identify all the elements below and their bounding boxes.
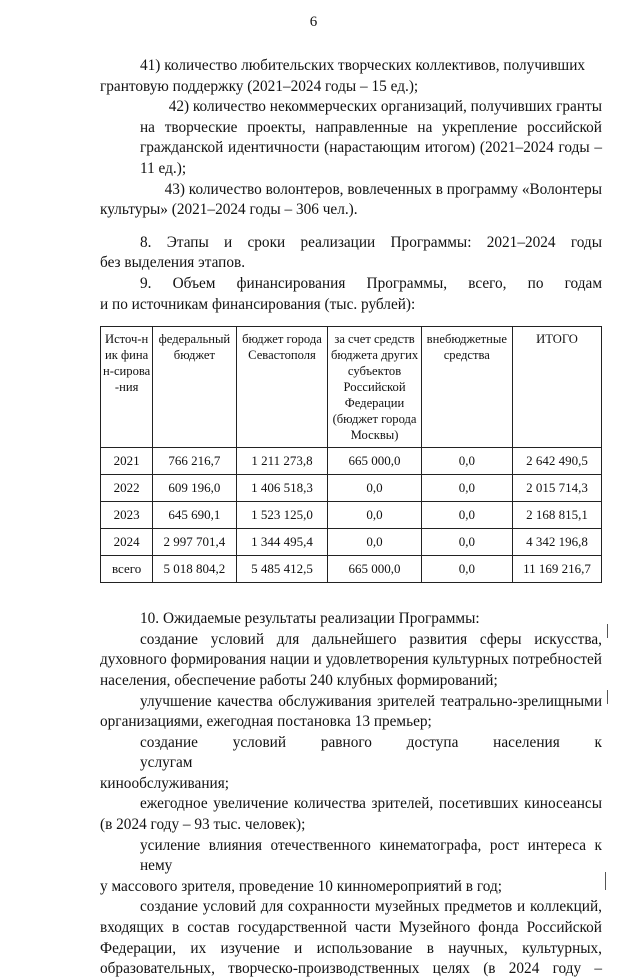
indicator-list (100, 56, 602, 221)
header-source: Источ-ник финан-сирова-ния (101, 327, 153, 448)
indicator-42-line-1: 42) количество некоммерческих организаций, получивших гранты (168, 98, 602, 116)
table-cell: 0,0 (421, 556, 512, 583)
section-10 (100, 609, 602, 980)
indicator-42 (100, 97, 602, 179)
table-header-row (101, 327, 602, 448)
table-cell: 2024 (101, 529, 153, 556)
indicator-43-line-1: 43) количество волонтеров, вовлеченных в программу «Волонтеры (164, 180, 602, 198)
section-8-line-2: без выделения этапов. (100, 254, 246, 272)
section-8 (100, 233, 602, 274)
header-other-subjects-budget: за счет средств бюджета других субъектов Российской Федерации (бюджет города Москвы) (328, 327, 421, 448)
table-cell: 1 344 495,4 (236, 529, 328, 556)
table-row (101, 448, 602, 475)
table-cell: 2 997 701,4 (153, 529, 236, 556)
section-9 (100, 274, 602, 315)
result-4-line-2: (в 2024 году – 93 тыс. человек); (100, 816, 306, 834)
result-5-line-1: усиление влияния отечественного кинематографа, рост интереса к нему (140, 836, 602, 875)
table-cell: 1 211 273,8 (236, 448, 328, 475)
table-cell: 2023 (101, 502, 153, 529)
table-cell: 0,0 (421, 448, 512, 475)
indicator-43-line-2: культуры» (2021–2024 годы – 306 чел.). (100, 201, 358, 219)
table-row-total (101, 556, 602, 583)
header-total: ИТОГО (513, 327, 602, 448)
result-5-line-2: у массового зрителя, проведение 10 кинномероприятий в год; (100, 877, 502, 895)
result-2-line-1: улучшение качества обслуживания зрителей театрально-зрелищными (140, 692, 602, 710)
result-paragraph (100, 692, 602, 733)
result-3-line-1: создание условий равного доступа населения к услугам (140, 733, 602, 772)
table-cell: 0,0 (328, 475, 421, 502)
table-cell: 665 000,0 (328, 448, 421, 475)
table-cell: 2 015 714,3 (513, 475, 602, 502)
table-cell: 0,0 (421, 529, 512, 556)
result-6-line-1: создание условий для сохранности музейных предметов и коллекций, (140, 898, 602, 916)
table-cell: 0,0 (328, 502, 421, 529)
result-6-line-2: входящих в состав государственной части Музейного фонда Российской (100, 919, 602, 937)
page-number: 6 (309, 14, 318, 30)
table-cell: 2021 (101, 448, 153, 475)
result-3-line-2: кинообслуживания; (100, 774, 229, 792)
indicator-42-line-4: 11 ед.); (140, 159, 187, 177)
indicator-42-line-3: гражданской идентичности (нарастающим итогом) (2021–2024 годы – (140, 139, 602, 157)
table-cell: 11 169 216,7 (513, 556, 602, 583)
table-cell: 2 168 815,1 (513, 502, 602, 529)
section-8-line-1: 8. Этапы и сроки реализации Программы: 2021–2024 годы (140, 233, 602, 251)
table-cell: 1 523 125,0 (236, 502, 328, 529)
table-cell: 665 000,0 (328, 556, 421, 583)
header-federal-budget: федеральный бюджет (153, 327, 236, 448)
result-paragraph (100, 630, 602, 692)
table-cell: 1 406 518,3 (236, 475, 328, 502)
financing-table (100, 326, 602, 583)
result-1-line-1: создание условий для дальнейшего развития сферы искусства, (140, 630, 602, 648)
indicator-41-line-2: грантовую поддержку (2021–2024 годы – 15 ед.); (100, 77, 419, 95)
indicator-41-line-1: 41) количество любительских творческих коллективов, получивших (140, 57, 586, 74)
result-1-line-3: населения, обеспечение работы 240 клубных формирований; (100, 671, 498, 689)
section-10-heading: 10. Ожидаемые результаты реализации Программы: (140, 610, 480, 628)
result-paragraph (100, 836, 602, 898)
header-extrabudgetary: внебюджетные средства (421, 327, 512, 448)
result-1-line-2: духовного формирования нации и удовлетворения культурных потребностей (100, 651, 602, 669)
result-paragraph (100, 733, 602, 795)
result-4-line-1: ежегодное увеличение количества зрителей, посетивших киносеансы (140, 795, 602, 813)
table-cell: 4 342 196,8 (513, 529, 602, 556)
indicator-42-line-2: на творческие проекты, направленные на укрепление российской (140, 118, 602, 136)
table-cell: 2 642 490,5 (513, 448, 602, 475)
document-body (100, 56, 602, 980)
indicator-43 (100, 180, 602, 221)
table-cell: 5 485 412,5 (236, 556, 328, 583)
result-paragraph (100, 897, 602, 979)
margin-mark (607, 624, 608, 638)
result-2-line-2: организациями, ежегодная постановка 13 премьер; (100, 713, 432, 731)
table-cell: 0,0 (421, 502, 512, 529)
table-row (101, 475, 602, 502)
margin-mark (607, 690, 608, 704)
table-cell: 5 018 804,2 (153, 556, 236, 583)
result-paragraph (100, 794, 602, 835)
result-6-line-4: образовательных, творческо-производственных целях (в 2024 году – (100, 960, 602, 978)
table-cell: всего (101, 556, 153, 583)
table-cell: 609 196,0 (153, 475, 236, 502)
indicator-41 (100, 56, 602, 97)
table-cell: 2022 (101, 475, 153, 502)
table-cell: 766 216,7 (153, 448, 236, 475)
result-6-line-3: Федерации, их изучение и использование в научных, культурных, (100, 939, 602, 957)
table-row (101, 529, 602, 556)
table-cell: 645 690,1 (153, 502, 236, 529)
table-row (101, 502, 602, 529)
table-cell: 0,0 (421, 475, 512, 502)
section-9-line-1: 9. Объем финансирования Программы, всего, по годам (140, 274, 602, 292)
margin-mark (605, 872, 606, 890)
section-9-line-2: и по источникам финансирования (тыс. рублей): (100, 295, 416, 313)
header-sevastopol-budget: бюджет города Севастополя (236, 327, 328, 448)
table-cell: 0,0 (328, 529, 421, 556)
